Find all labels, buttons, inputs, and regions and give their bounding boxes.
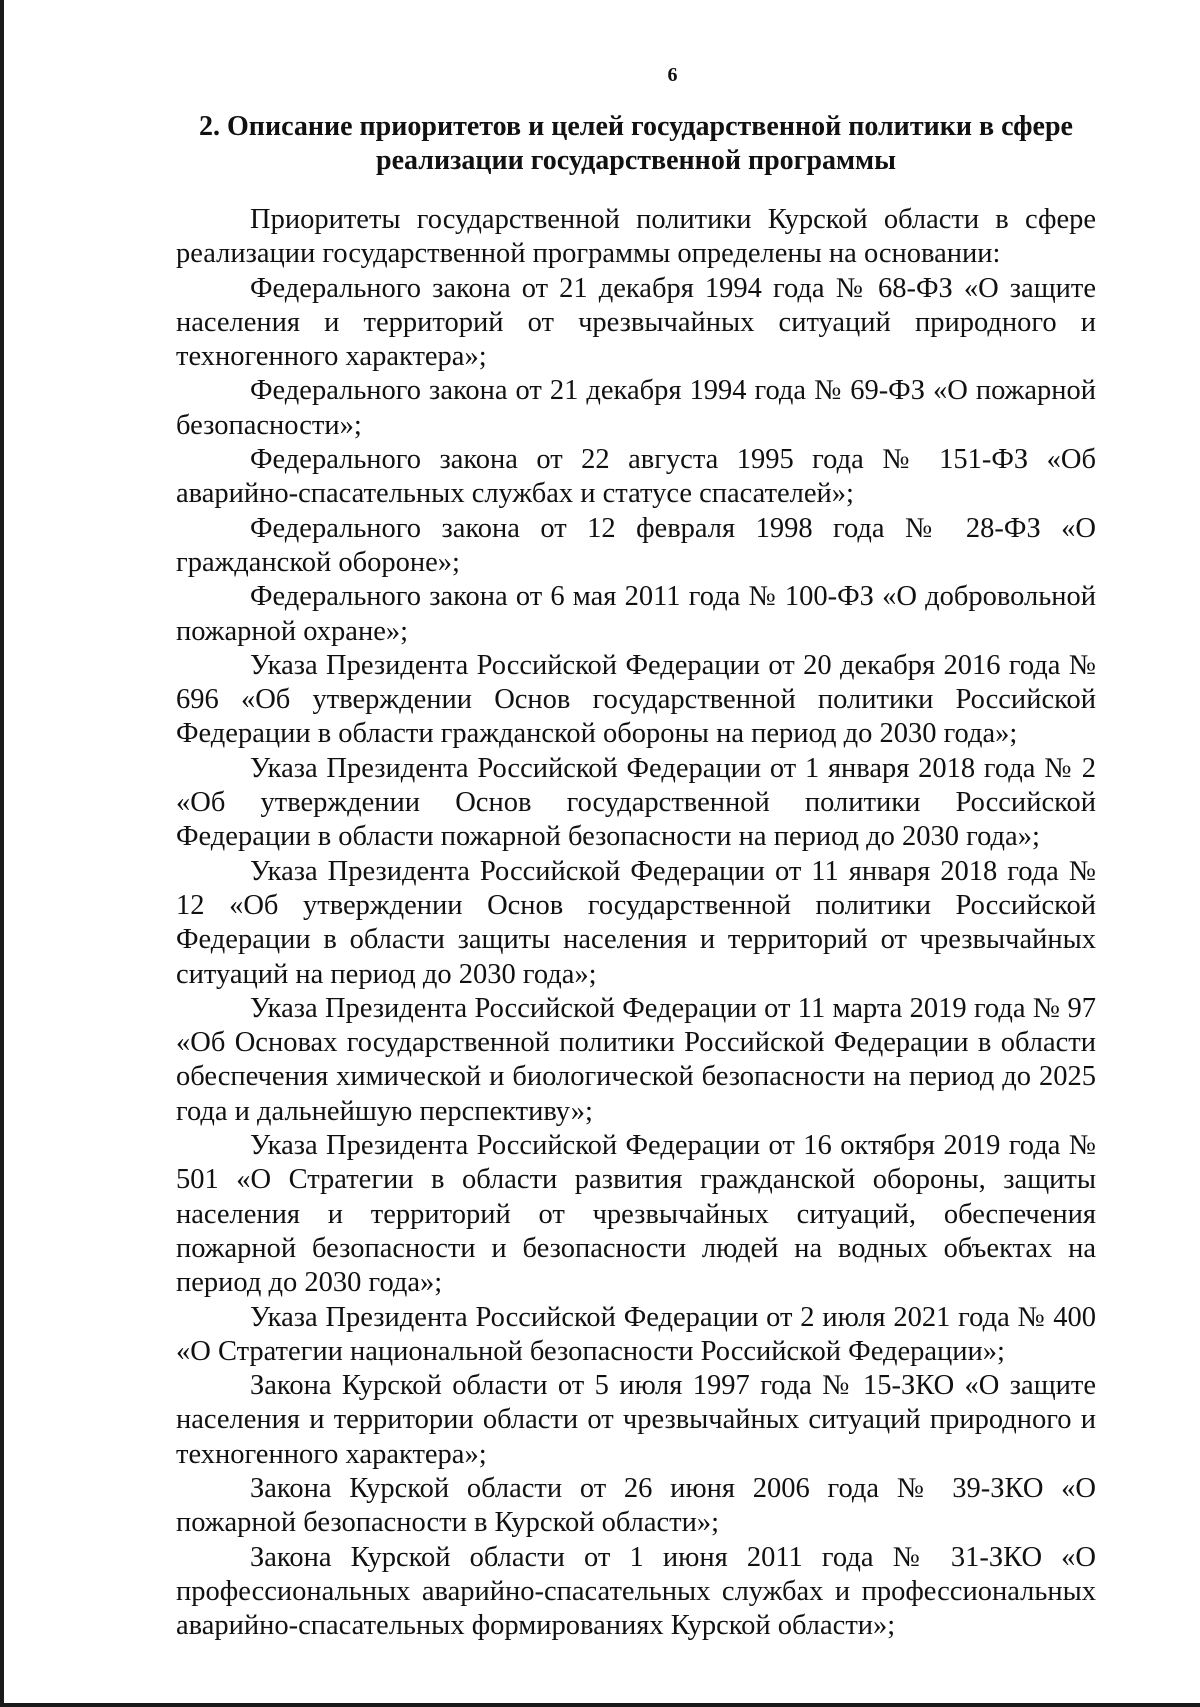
paragraph: Закона Курской области от 1 июня 2011 года № 31-ЗКО «О профессиональных аварийно-спасательных службах и профессиональных аварийно-спасательных формированиях Курской области»;: [176, 1541, 1096, 1642]
paragraph: Федерального закона от 12 февраля 1998 года № 28-ФЗ «О гражданской обороне»;: [176, 512, 1096, 578]
scan-border-left: [0, 0, 4, 1707]
page-number: 6: [667, 64, 678, 86]
section-heading: 2. Описание приоритетов и целей государственной политики в сфере реализации государственной программы: [199, 111, 1073, 176]
paragraph: Указа Президента Российской Федерации от 11 марта 2019 года № 97 «Об Основах государственной политики Российской Федерации в области обеспечения химической и биологической безопасности на период до 2025 года и дальнейшую перспективу»;: [176, 992, 1096, 1127]
paragraph: Указа Президента Российской Федерации от 1 января 2018 года № 2 «Об утверждении Основ государственной политики Российской Федерации в области пожарной безопасности на период до 2030 года»;: [176, 752, 1096, 853]
paragraph: Указа Президента Российской Федерации от 16 октября 2019 года № 501 «О Стратегии в области развития гражданской обороны, защиты населения и территорий от чрезвычайных ситуаций, обеспечения пожарной безопасности и безопасности людей на водных объектах на период до 2030 года»;: [176, 1130, 1096, 1299]
paragraph: Указа Президента Российской Федерации от 20 декабря 2016 года № 696 «Об утверждении Основ государственной политики Российской Федерации в области гражданской обороны на период до 2030 года»;: [176, 649, 1096, 750]
paragraph: Закона Курской области от 5 июля 1997 года № 15-ЗКО «О защите населения и территории области от чрезвычайных ситуаций природного и техногенного характера»;: [176, 1370, 1096, 1470]
paragraph: Указа Президента Российской Федерации от 11 января 2018 года № 12 «Об утверждении Основ государственной политики Российской Федерации в области защиты населения и территорий от чрезвычайных ситуаций на период до 2030 года»;: [176, 855, 1096, 990]
paragraph: Федерального закона от 6 мая 2011 года № 100-ФЗ «О добровольной пожарной охране»;: [176, 581, 1096, 647]
paragraph: Федерального закона от 21 декабря 1994 года № 68-ФЗ «О защите населения и территорий от чрезвычайных ситуаций природного и техногенного характера»;: [176, 272, 1096, 373]
paragraph: Закона Курской области от 26 июня 2006 года № 39-ЗКО «О пожарной безопасности в Курской области»;: [176, 1472, 1096, 1539]
paragraph: Приоритеты государственной политики Курской области в сфере реализации государственной программы определены на основании:: [176, 204, 1096, 270]
paragraph: Указа Президента Российской Федерации от 2 июля 2021 года № 400 «О Стратегии национальной безопасности Российской Федерации»;: [176, 1301, 1096, 1367]
document-body: [176, 203, 1096, 1643]
paragraph: Федерального закона от 21 декабря 1994 года № 69-ФЗ «О пожарной безопасности»;: [176, 375, 1096, 441]
paragraph: Федерального закона от 22 августа 1995 года № 151-ФЗ «Об аварийно-спасательных службах и статусе спасателей»;: [176, 444, 1096, 510]
scan-border-bottom: [0, 1703, 1200, 1707]
